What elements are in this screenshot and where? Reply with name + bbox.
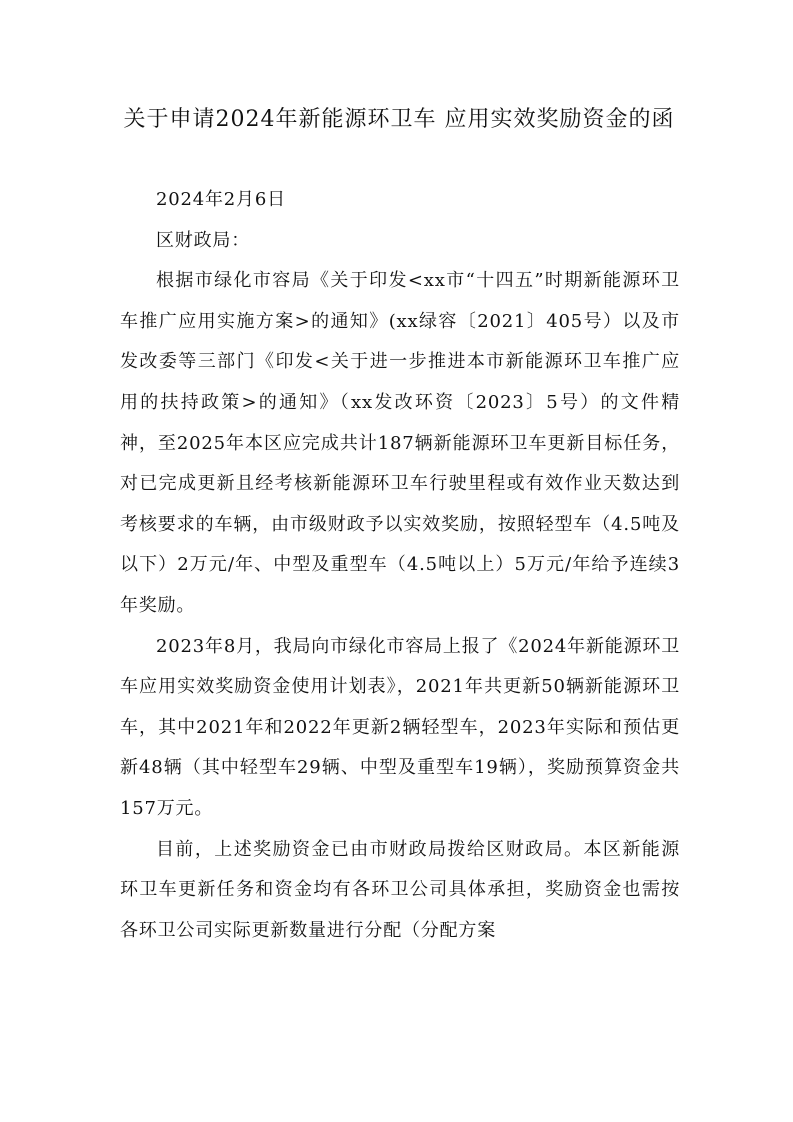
recipient-line: 区财政局： (156, 229, 250, 251)
document-date: 2024年2月6日 (156, 189, 286, 210)
paragraph-policy-basis: 根据市绿化市容局《关于印发<xx市“十四五”时期新能源环卫车推广应用实施方案>的通知》(xx绿容〔2021〕405号）以及市发改委等三部门《印发<关于进一步推进本市新能源环卫车推广应用的扶持政策>的通知》（xx发改环资〔2023〕5号）的文件精神，至2025年本区应完成共计187辆新能源环卫车更新目标任务，对已完成更新且经考核新能源环卫车行驶里程或有效作业天数达到考核要求的车辆，由市级财政予以实效奖励，按照轻型车（4.5吨及以下）2万元/年、中型及重型车（4.5吨以上）5万元/年给予连续3年奖励。 (120, 270, 680, 616)
document-title: 关于申请2024年新能源环卫车 应用实效奖励资金的函 (123, 107, 675, 132)
paragraph-fund-allocation: 目前，上述奖励资金已由市财政局拨给区财政局。本区新能源环卫车更新任务和资金均有各环卫公司具体承担，奖励资金也需按各环卫公司实际更新数量进行分配（分配方案 (120, 838, 680, 941)
document-body (120, 180, 680, 951)
paragraph-plan-report: 2023年8月，我局向市绿化市容局上报了《2024年新能源环卫车应用实效奖励资金使用计划表》，2021年共更新50辆新能源环卫车，其中2021年和2022年更新2辆轻型车，2023年实际和预估更新48辆（其中轻型车29辆、中型及重型车19辆），奖励预算资金共157万元。 (120, 635, 680, 819)
